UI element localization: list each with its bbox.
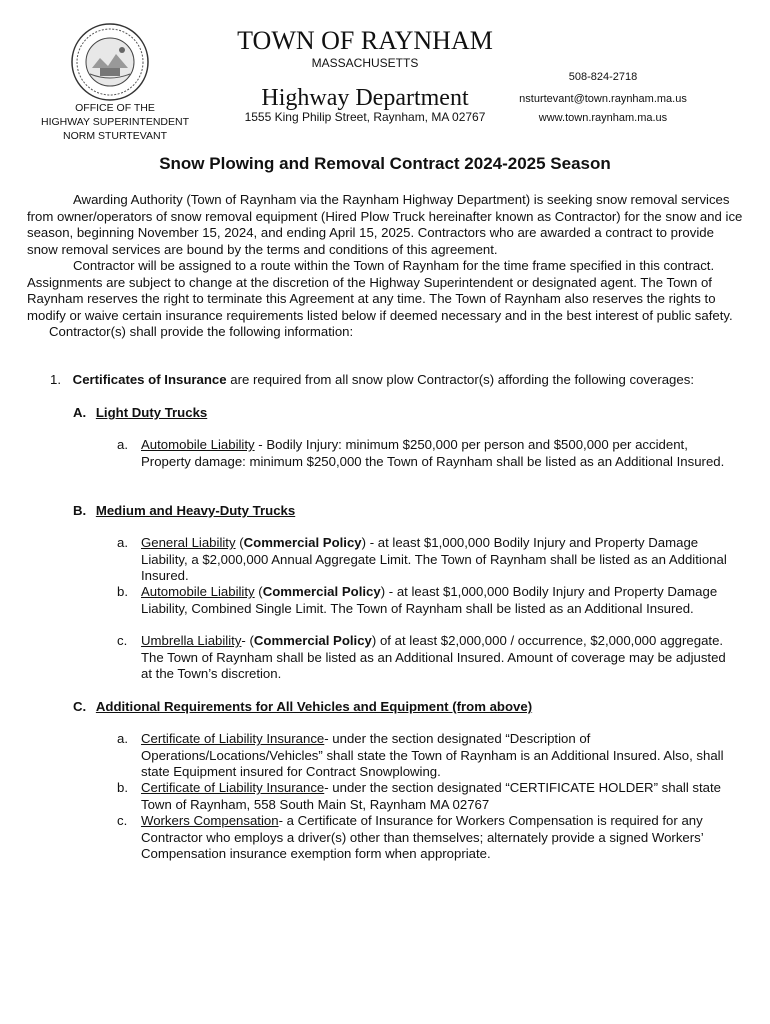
paragraph-awarding-authority: Awarding Authority (Town of Raynham via the Raynham Highway Department) is seeking snow removal services from owner/operators of snow removal equipment (Hired Plow Truck hereinafter known as Contractor) for the snow and ice season, beginning November 15, 2024, and ending April 15, 2025. Contractors who are awarded a contract to provide snow removal services are bound by the terms and conditions of this agreement.	[27, 192, 743, 257]
item-marker: b.	[117, 584, 128, 599]
coverage-name: General Liability	[141, 535, 236, 550]
section-marker: C.	[73, 699, 87, 714]
phone-number: 508-824-2718	[568, 71, 638, 83]
item-detail: - under the section designated “Description of Operations/Locations/Vehicles” shall state the Town of Raynham is an Additional Insured. Also, shall state Equipment insured for Contract Snowplowing.	[141, 731, 724, 779]
item-marker: a.	[117, 535, 128, 550]
item-marker: c.	[117, 813, 128, 828]
office-line: OFFICE OF THE	[75, 102, 155, 114]
section-a-item	[117, 437, 737, 487]
paragraph-information: Contractor(s) shall provide the following information:	[49, 324, 354, 339]
coverage-name: Workers Compensation	[141, 813, 279, 828]
item-detail: ) - at least $1,000,000 Bodily Injury and Property Damage Liability, a $2,000,000 Annual Aggregate Limit. The Town of Raynham shall be listed as an Additional Insured.	[141, 535, 727, 583]
office-block	[30, 101, 200, 143]
policy-type: Commercial Policy	[243, 535, 362, 550]
list-marker: 1.	[50, 372, 61, 387]
coverage-name: Automobile Liability	[141, 437, 255, 452]
section-c-item	[117, 731, 737, 781]
item-text	[141, 437, 733, 470]
item-detail: - Bodily Injury: minimum $250,000 per person and $500,000 per accident, Property damage: minimum $250,000 the Town of Raynham shall be listed as an Additional Insured.	[141, 437, 725, 469]
department-address: 1555 King Philip Street, Raynham, MA 02767	[244, 110, 486, 124]
section-b-item	[117, 535, 737, 585]
certificates-text: are required from all snow plow Contractor(s) affording the following coverages:	[226, 372, 694, 387]
section-b-item	[117, 633, 737, 683]
section-b-title: Medium and Heavy-Duty Trucks	[95, 503, 296, 518]
item-text	[141, 731, 733, 781]
item-text	[141, 584, 733, 617]
item-marker: a.	[117, 437, 128, 452]
item-text	[141, 813, 733, 863]
item-detail: ) - at least $1,000,000 Bodily Injury and Property Damage Liability, Combined Single Limit. The Town of Raynham shall be listed as an Additional Insured.	[141, 584, 718, 616]
email-address[interactable]: nsturtevant@town.raynham.ma.us	[519, 93, 687, 105]
section-b-item	[117, 584, 737, 634]
list-item-certificates	[50, 372, 740, 389]
section-marker: B.	[73, 503, 87, 518]
item-text	[141, 780, 733, 813]
website-link[interactable]: www.town.raynham.ma.us	[538, 112, 668, 124]
item-punct: - (	[241, 633, 254, 648]
office-line: HIGHWAY SUPERINTENDENT	[41, 116, 189, 128]
coverage-name: Automobile Liability	[141, 584, 255, 599]
certificates-label: Certificates of Insurance	[72, 372, 227, 387]
section-c-item	[117, 813, 737, 863]
town-title: TOWN OF RAYNHAM	[237, 26, 493, 55]
item-detail: ) of at least $2,000,000 / occurrence, $2,000,000 aggregate. The Town of Raynham shall be listed as an Additional Insured. Amount of coverage may be adjusted at the Town’s discretion.	[141, 633, 726, 681]
coverage-name: Certificate of Liability Insurance	[141, 780, 325, 795]
item-text	[141, 633, 733, 683]
section-c-title: Additional Requirements for All Vehicles and Equipment (from above)	[95, 699, 533, 714]
section-marker: A.	[73, 405, 87, 420]
item-marker: b.	[117, 780, 128, 795]
section-c-heading	[73, 699, 532, 714]
section-c-item	[117, 780, 737, 814]
section-a-title: Light Duty Trucks	[95, 405, 208, 420]
town-seal	[70, 22, 150, 102]
item-punct: (	[235, 535, 244, 550]
body-paragraphs	[27, 192, 745, 341]
item-text	[141, 535, 733, 585]
paragraph-contractor-assignment: Contractor will be assigned to a route within the Town of Raynham for the time frame specified in this contract. Assignments are subject to change at the discretion of the Highway Superintendent or designated agent. The Town of Raynham reserves the right to terminate this Agreement at any time. The Town of Raynham also reserves the rights to modify or waive certain insurance requirements listed below if deemed necessary and in the best interest of public safety.	[27, 258, 733, 323]
item-detail: - under the section designated “CERTIFICATE HOLDER” shall state Town of Raynham, 558 South Main St, Raynham MA 02767	[141, 780, 722, 812]
item-marker: a.	[117, 731, 128, 746]
item-marker: c.	[117, 633, 128, 648]
section-b-heading	[73, 503, 295, 518]
state-name: MASSACHUSETTS	[311, 56, 419, 70]
policy-type: Commercial Policy	[262, 584, 381, 599]
item-punct: (	[254, 584, 263, 599]
policy-type: Commercial Policy	[253, 633, 372, 648]
document-title: Snow Plowing and Removal Contract 2024-2025 Season	[159, 154, 611, 173]
coverage-name: Certificate of Liability Insurance	[141, 731, 325, 746]
section-a-heading	[73, 405, 207, 420]
item-detail: - a Certificate of Insurance for Workers Compensation is required for any Contractor who employs a driver(s) other than themselves; alternately provide a signed Workers’ Compensation insurance exemption form when appropriate.	[141, 813, 704, 861]
coverage-name: Umbrella Liability	[141, 633, 242, 648]
department-title: Highway Department	[261, 85, 469, 111]
office-line: NORM STURTEVANT	[62, 130, 168, 142]
